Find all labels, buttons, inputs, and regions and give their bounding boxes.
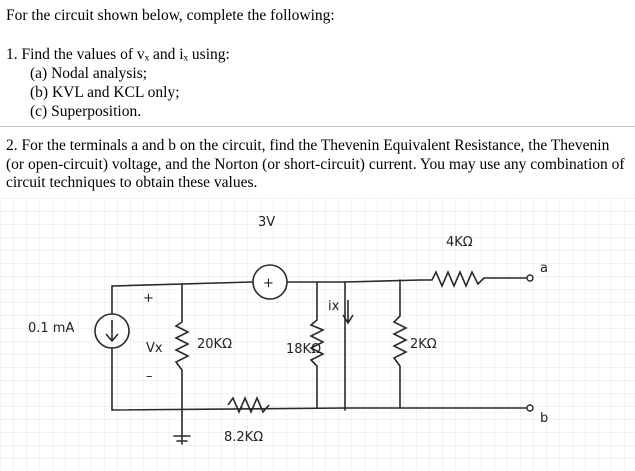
question-1c: (c) Superposition. [30, 103, 142, 120]
current-source [95, 314, 129, 348]
vx-label: Vx [146, 341, 163, 356]
current-source-label: 0.1 mA [28, 321, 75, 336]
question-1: 1. Find the values of vₓ and iₓ using: [6, 46, 230, 63]
question-1a: (a) Nodal analysis; [30, 65, 148, 82]
ix-label: ix [328, 299, 340, 314]
resistor-2k-label: 2KΩ [410, 337, 437, 352]
terminal-a-node [527, 275, 533, 281]
voltage-source-polarity: + [263, 276, 274, 291]
circuit-diagram [0, 198, 635, 471]
resistor-20k-label: 20KΩ [197, 337, 233, 352]
intro-text: For the circuit shown below, complete the following: [6, 7, 335, 24]
question-2: 2. For the terminals a and b on the circuit, find the Thevenin Equivalent Resistance, the Thevenin (or open-circuit) voltage, and the Norton (or short-circuit) current. You may use any combination of circuit techniques to obtain these values. [6, 137, 625, 191]
vx-plus-sign: + [143, 291, 154, 306]
terminal-a-label: a [540, 261, 548, 276]
resistor-18k-label: 18KΩ [286, 342, 322, 357]
resistor-8-2k-label: 8.2KΩ [224, 430, 264, 445]
terminal-b-label: b [540, 411, 549, 426]
question-1b: (b) KVL and KCL only; [30, 84, 180, 101]
terminal-b-node [527, 405, 533, 411]
section-divider [0, 126, 635, 127]
source-voltage-label: 3V [258, 215, 276, 230]
resistor-4k-label: 4KΩ [446, 235, 473, 250]
vx-minus-sign: – [146, 369, 153, 384]
